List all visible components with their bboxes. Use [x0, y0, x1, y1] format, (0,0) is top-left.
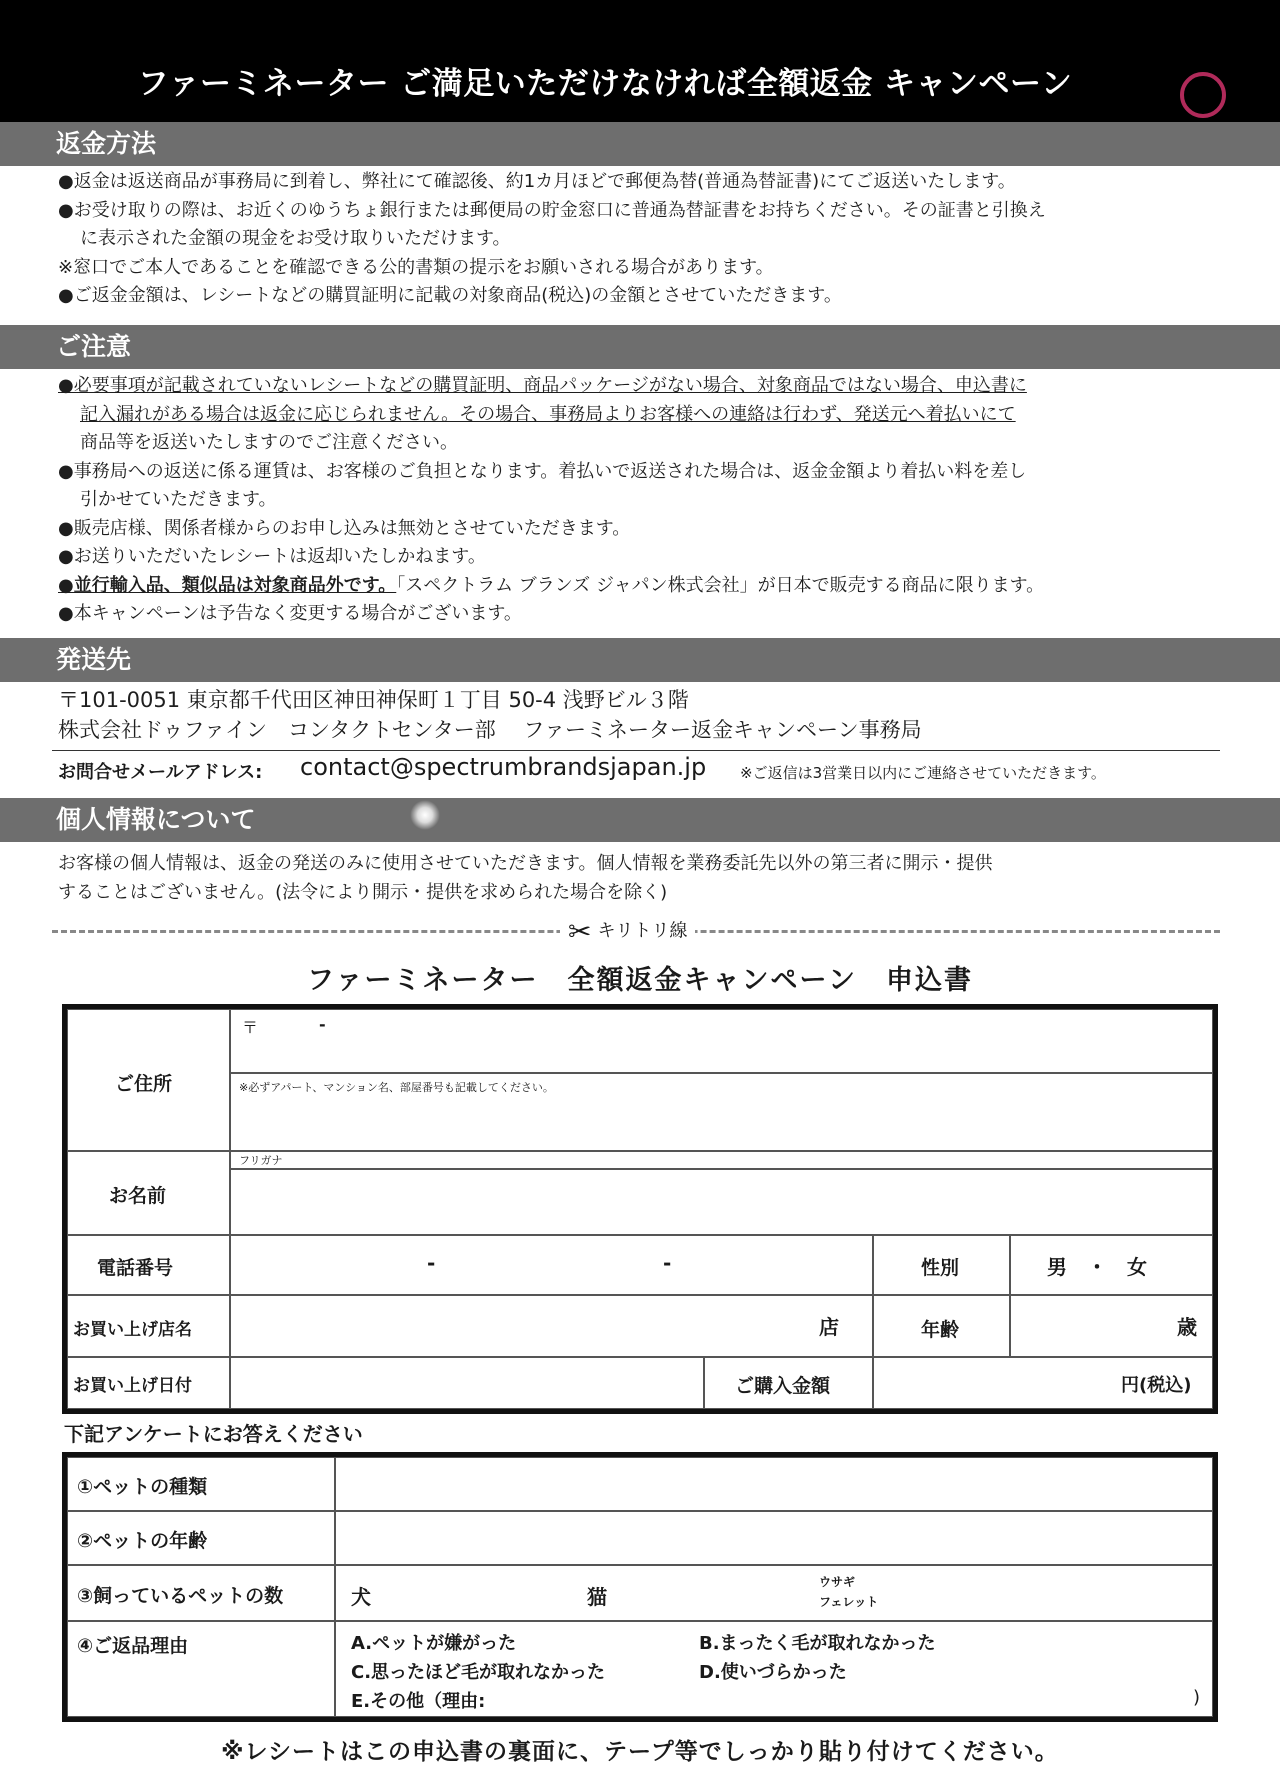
caution-line: 記入漏れがある場合は返金に応じられません。その場合、事務局よりお客様への連絡は行わず、発送元へ着払いにて — [80, 403, 1016, 425]
age-label: 年齢 — [921, 1319, 960, 1341]
caution-line: 引かせていただきます。 — [80, 489, 277, 510]
q3-dog: 犬 — [351, 1585, 371, 1609]
postal-mark: 〒 — [242, 1018, 259, 1037]
circle-mark-icon — [1180, 72, 1226, 118]
gender-options: 男 ・ 女 — [1047, 1255, 1147, 1279]
postal-code-field[interactable] — [230, 1009, 1213, 1073]
address-note: ※必ずアパート、マンション名、部屋番号も記載してください。 — [239, 1081, 554, 1094]
q3-rabbit: ウサギ — [819, 1575, 856, 1589]
light-flare — [410, 800, 440, 830]
phone-label: 電話番号 — [97, 1257, 174, 1279]
q3-cat: 猫 — [587, 1585, 607, 1609]
refund-heading: 返金方法 — [0, 122, 1280, 166]
title-bar — [0, 0, 1280, 122]
q4-close-paren: ) — [1193, 1687, 1201, 1708]
amount-suffix: 円(税込) — [1121, 1375, 1192, 1396]
survey-form — [62, 1452, 1218, 1722]
phone-field[interactable] — [230, 1235, 873, 1295]
q4-option-b[interactable]: B.まったく毛が取れなかった — [699, 1633, 936, 1654]
date-label: お買い上げ日付 — [73, 1376, 192, 1396]
q3-label: ③飼っているペットの数 — [77, 1585, 284, 1607]
form-title: ファーミネーター 全額返金キャンペーン 申込書 — [307, 965, 973, 996]
q4-option-c[interactable]: C.思ったほど毛が取れなかった — [351, 1662, 606, 1683]
mail-address: contact@spectrumbrandsjapan.jp — [300, 753, 707, 781]
store-suffix: 店 — [819, 1315, 839, 1339]
address-label: ご住所 — [115, 1073, 173, 1095]
q4-label: ④ご返品理由 — [77, 1635, 189, 1657]
application-form — [62, 1004, 1218, 1414]
q4-option-a[interactable]: A.ペットが嫌がった — [351, 1633, 517, 1654]
privacy-line: することはございません。(法令により開示・提供を求められた場合を除く) — [58, 881, 668, 903]
cut-label: ✂ キリトリ線 — [560, 915, 695, 948]
privacy-line: お客様の個人情報は、返金の発送のみに使用させていただきます。個人情報を業務委託先以外の第三者に開示・提供 — [58, 853, 993, 874]
caution-line: ●本キャンペーンは予告なく変更する場合がございます。 — [58, 603, 522, 624]
refund-line: に表示された金額の現金をお受け取りいただけます。 — [80, 228, 511, 249]
survey-title: 下記アンケートにお答えください — [64, 1422, 363, 1446]
q2-label: ②ペットの年齢 — [77, 1530, 208, 1552]
q3-field[interactable] — [335, 1565, 1213, 1621]
q4-option-d[interactable]: D.使いづらかった — [699, 1662, 847, 1683]
q1-field[interactable] — [335, 1457, 1213, 1511]
shipping-address: 〒101-0051 東京都千代田区神田神保町１丁目 50-4 浅野ビル３階 — [58, 688, 689, 712]
footer-note: ※レシートはこの申込書の裏面に、テープ等でしっかり貼り付けてください。 — [221, 1739, 1059, 1765]
phone-dash: - — [663, 1251, 672, 1275]
caution-line: ●必要事項が記載されていないレシートなどの購買証明、商品パッケージがない場合、対象商品ではない場合、申込書に — [58, 375, 1027, 396]
caution-heading: ご注意 — [0, 325, 1280, 369]
privacy-text — [58, 850, 1228, 907]
shipping-recipient: 株式会社ドゥファイン コンタクトセンター部 ファーミネーター返金キャンペーン事務局 — [58, 718, 922, 742]
caution-line: 商品等を返送いたしますのでご注意ください。 — [80, 432, 458, 453]
caution-line: ●事務局への返送に係る運賃は、お客様のご負担となります。着払いで返送された場合は、返金金額より着払い料を差し — [58, 460, 1027, 482]
q4-option-e[interactable]: E.その他（理由: — [351, 1691, 486, 1712]
gender-label: 性別 — [921, 1257, 960, 1279]
name-label: お名前 — [109, 1185, 167, 1207]
refund-line: ●ご返金金額は、レシートなどの購買証明に記載の対象商品(税込)の金額とさせていただきます。 — [58, 285, 842, 306]
refund-line: ●お受け取りの際は、お近くのゆうちょ銀行または郵便局の貯金窓口に普通為替証書をお持ちください。その証書と引換え — [58, 199, 1046, 221]
caution-line-parallel: ●並行輸入品、類似品は対象商品外です。「スペクトラム ブランズ ジャパン株式会社」が日本で販売する商品に限ります。 — [58, 574, 1045, 596]
divider — [52, 750, 1220, 751]
amount-label: ご購入金額 — [735, 1375, 831, 1397]
caution-text — [58, 372, 1228, 629]
phone-dash: - — [427, 1251, 436, 1275]
scissors-icon: ✂ — [568, 915, 592, 948]
page-title: ファーミネーター ご満足いただけなければ全額返金 キャンペーン — [137, 66, 1073, 102]
age-suffix: 歳 — [1177, 1315, 1197, 1339]
caution-line: ●お送りいただいたレシートは返却いたしかねます。 — [58, 546, 486, 567]
caution-line: ●販売店様、関係者様からのお申し込みは無効とさせていただきます。 — [58, 517, 631, 539]
store-label: お買い上げ店名 — [73, 1320, 192, 1340]
store-field[interactable] — [230, 1295, 873, 1357]
refund-text — [58, 168, 1228, 311]
refund-line: ●返金は返送商品が事務局に到着し、弊社にて確認後、約1カ月ほどで郵便為替(普通為替証書)にてご返送いたします。 — [58, 171, 1016, 192]
q3-ferret: フェレット — [819, 1595, 879, 1609]
mail-label: お問合せメールアドレス: — [58, 762, 263, 783]
postal-dash: - — [319, 1015, 326, 1034]
furigana-label: フリガナ — [239, 1154, 283, 1167]
mail-note: ※ご返信は3営業日以内にご連絡させていただきます。 — [740, 764, 1106, 782]
refund-line: ※窓口でご本人であることを確認できる公的書類の提示をお願いされる場合があります。 — [58, 256, 774, 278]
date-field[interactable] — [230, 1357, 704, 1409]
shipping-heading: 発送先 — [0, 638, 1280, 682]
q2-field[interactable] — [335, 1511, 1213, 1565]
name-field[interactable] — [230, 1169, 1213, 1235]
privacy-heading: 個人情報について — [0, 798, 1280, 842]
furigana-field[interactable] — [230, 1151, 1213, 1169]
q1-label: ①ペットの種類 — [77, 1476, 208, 1498]
